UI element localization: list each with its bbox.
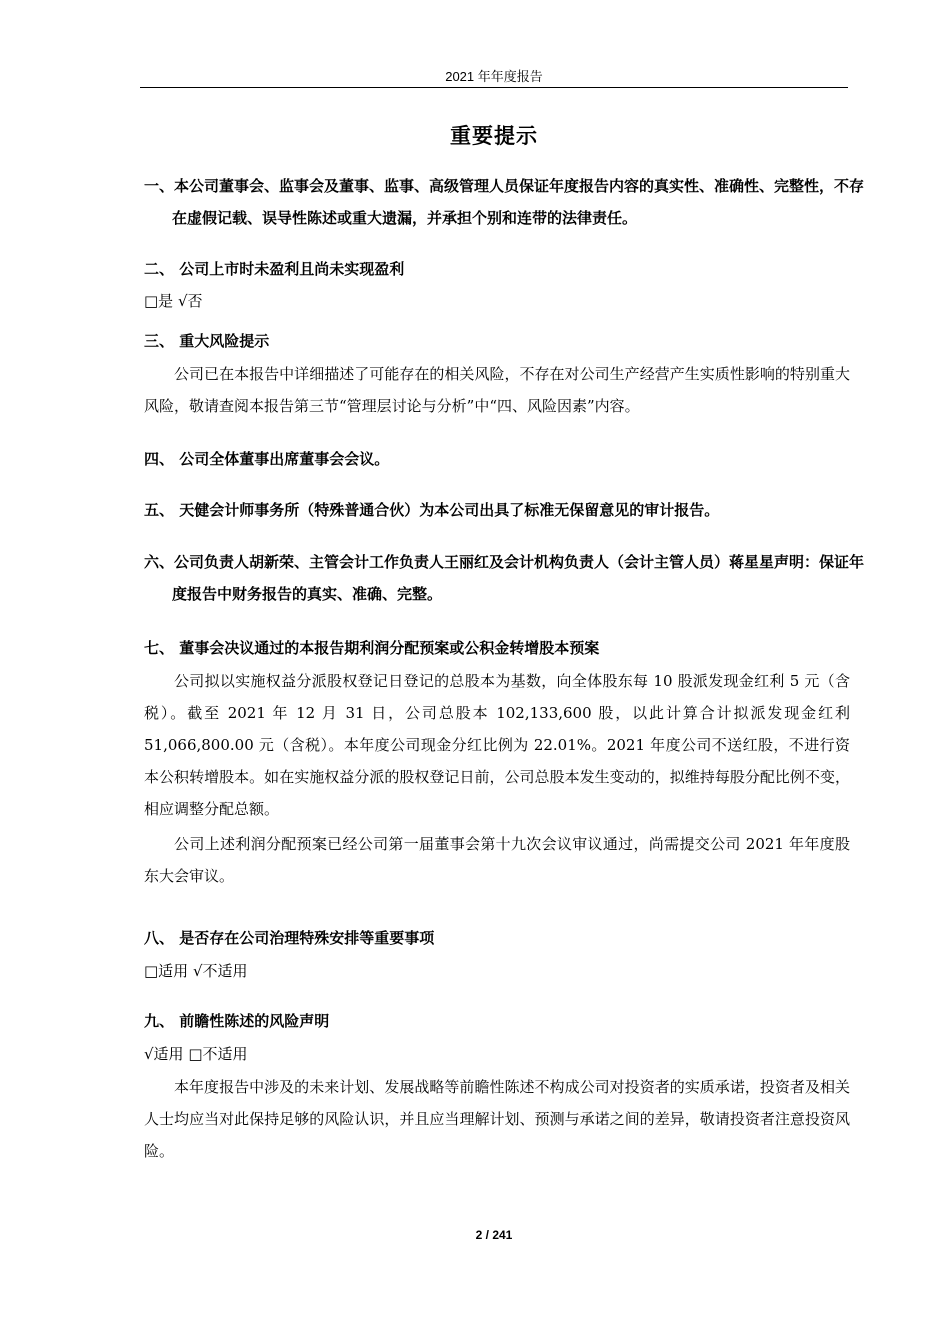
section-8-heading: 八、 是否存在公司治理特殊安排等重要事项 bbox=[144, 929, 435, 947]
section-1-heading: 一、本公司董事会、监事会及董事、监事、高级管理人员保证年度报告内容的真实性、准确性、完整性，不存在虚假记载、误导性陈述或重大遗漏，并承担个别和连带的法律责任。 bbox=[144, 177, 865, 227]
section-2-option: □是 √否 bbox=[144, 292, 203, 310]
section-9-heading: 九、 前瞻性陈述的风险声明 bbox=[144, 1012, 330, 1030]
section-6-heading: 六、公司负责人胡新荣、主管会计工作负责人王丽红及会计机构负责人（会计主管人员）蒋星星声明：保证年度报告中财务报告的真实、准确、完整。 bbox=[144, 553, 865, 603]
header-divider bbox=[140, 87, 848, 88]
section-7-body-1: 公司拟以实施权益分派股权登记日登记的总股本为基数，向全体股东每 10 股派发现金红利 5 元（含税）。截至 2021 年 12 月 31 日，公司总股本 102,133,600 股，以此计算合计拟派发现金红利 51,066,800.00 元（含税）。本年度公司现金分红比例为 22.01%。2021 年度公司不送红股，不进行资本公积转增股本。如在实施权益分派的股权登记日前，公司总股本发生变动的，拟维持每股分配比例不变，相应调整分配总额。 bbox=[144, 672, 850, 818]
section-9-option: √适用 □不适用 bbox=[144, 1045, 248, 1063]
section-4-heading: 四、 公司全体董事出席董事会会议。 bbox=[144, 450, 390, 468]
page-title: 重要提示 bbox=[450, 124, 538, 148]
section-7-heading: 七、 董事会决议通过的本报告期利润分配预案或公积金转增股本预案 bbox=[144, 639, 600, 657]
section-5-heading: 五、 天健会计师事务所（特殊普通合伙）为本公司出具了标准无保留意见的审计报告。 bbox=[144, 501, 720, 519]
section-3-heading: 三、 重大风险提示 bbox=[144, 332, 270, 350]
section-7-body-2: 公司上述利润分配预案已经公司第一届董事会第十九次会议审议通过，尚需提交公司 2021 年年度股东大会审议。 bbox=[144, 835, 850, 885]
section-9-body: 本年度报告中涉及的未来计划、发展战略等前瞻性陈述不构成公司对投资者的实质承诺，投资者及相关人士均应当对此保持足够的风险认识，并且应当理解计划、预测与承诺之间的差异，敬请投资者注意投资风险。 bbox=[144, 1078, 850, 1160]
page-number: 2 / 241 bbox=[475, 1228, 513, 1242]
running-header: 2021 年年度报告 bbox=[445, 69, 543, 84]
section-8-option: □适用 √不适用 bbox=[144, 962, 248, 980]
section-2-heading: 二、 公司上市时未盈利且尚未实现盈利 bbox=[144, 260, 405, 278]
section-3-body: 公司已在本报告中详细描述了可能存在的相关风险，不存在对公司生产经营产生实质性影响的特别重大风险，敬请查阅本报告第三节“管理层讨论与分析”中“四、风险因素”内容。 bbox=[144, 365, 850, 415]
